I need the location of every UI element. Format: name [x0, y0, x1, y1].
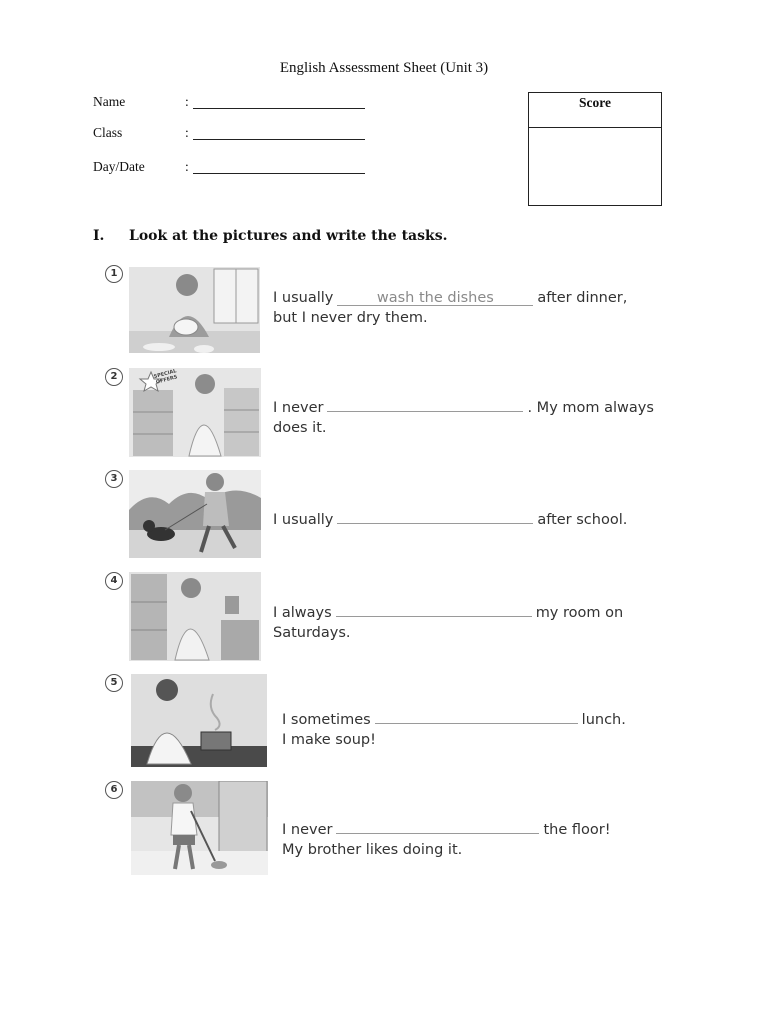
item-number-badge: 2: [105, 368, 123, 386]
girl-walking-dog-image: [129, 470, 261, 558]
sentence-after: after school.: [537, 512, 628, 528]
girl-cleaning-room-illustration: [129, 572, 261, 661]
girl-washing-dishes-illustration: [129, 267, 260, 353]
answer-blank[interactable]: [336, 599, 532, 617]
date-label: Day/Date: [93, 159, 145, 174]
sentence-line-2: I make soup!: [282, 732, 376, 748]
exercise-item-2: [105, 368, 665, 458]
exercise-item-3: [105, 470, 665, 560]
score-entry-area[interactable]: [529, 128, 661, 206]
girl-cleaning-room-image: [129, 572, 261, 661]
item-number-badge: 5: [105, 674, 123, 692]
exercise-sentence: [273, 506, 627, 530]
answer-blank[interactable]: [336, 816, 539, 834]
sentence-line-1: [273, 288, 627, 308]
exercise-sentence: [273, 599, 623, 643]
exercise-sentence: [273, 394, 654, 438]
answer-blank[interactable]: [337, 506, 533, 524]
sentence-line-2: but I never dry them.: [273, 310, 428, 326]
sentence-before: I always: [273, 605, 332, 621]
girl-cooking-illustration: [131, 674, 267, 767]
sentence-line-1: [282, 706, 626, 730]
date-line[interactable]: [193, 173, 365, 174]
answer-blank[interactable]: [375, 706, 578, 724]
sentence-after: after dinner,: [537, 290, 628, 306]
sentence-before: I never: [273, 400, 324, 416]
answer-blank[interactable]: [327, 394, 523, 412]
colon: :: [185, 125, 189, 140]
sentence-before: I never: [282, 822, 333, 838]
girl-cooking-image: [131, 674, 267, 767]
colon: :: [185, 94, 189, 109]
colon: :: [185, 159, 189, 174]
name-line[interactable]: [193, 108, 365, 109]
sentence-line-2: Saturdays.: [273, 625, 351, 641]
score-label: Score: [529, 93, 661, 128]
girl-washing-dishes-image: [129, 267, 260, 353]
exercise-item-5: [105, 674, 665, 768]
boy-sweeping-image: [131, 781, 268, 875]
item-number-badge: 4: [105, 572, 123, 590]
exercise-sentence: [282, 706, 626, 750]
sentence-line-1: [273, 506, 627, 530]
section-instruction: Look at the pictures and write the tasks.: [129, 228, 448, 244]
exercise-item-4: [105, 572, 665, 662]
sentence-before: I usually: [273, 290, 334, 306]
class-label: Class: [93, 125, 123, 140]
exercise-sentence: [282, 816, 611, 860]
item-number-badge: 3: [105, 470, 123, 488]
page-title: English Assessment Sheet (Unit 3): [279, 60, 489, 76]
score-box: [528, 92, 662, 206]
sentence-after: . My mom always: [527, 400, 654, 416]
girl-walking-dog-illustration: [129, 470, 261, 558]
answer-blank[interactable]: wash the dishes: [337, 288, 533, 306]
item-number-badge: 1: [105, 265, 123, 283]
sentence-before: I sometimes: [282, 712, 371, 728]
woman-shopping-image: [129, 368, 261, 457]
section-number: I.: [93, 228, 105, 244]
sentence-before: I usually: [273, 512, 334, 528]
class-line[interactable]: [193, 139, 365, 140]
special-offers-sign: SPECIAL OFFERS: [153, 368, 179, 386]
sentence-after: lunch.: [581, 712, 626, 728]
sentence-line-1: [273, 394, 654, 418]
sentence-line-2: My brother likes doing it.: [282, 842, 463, 858]
sentence-line-1: [282, 816, 611, 840]
exercise-item-6: [105, 781, 665, 876]
boy-sweeping-illustration: [131, 781, 268, 875]
name-label: Name: [93, 94, 126, 109]
sentence-line-2: does it.: [273, 420, 327, 436]
sentence-after: my room on: [535, 605, 624, 621]
sentence-line-1: [273, 599, 623, 623]
item-number-badge: 6: [105, 781, 123, 799]
exercise-sentence: [273, 288, 627, 328]
exercise-item-1: [105, 265, 665, 355]
sentence-after: the floor!: [543, 822, 611, 838]
